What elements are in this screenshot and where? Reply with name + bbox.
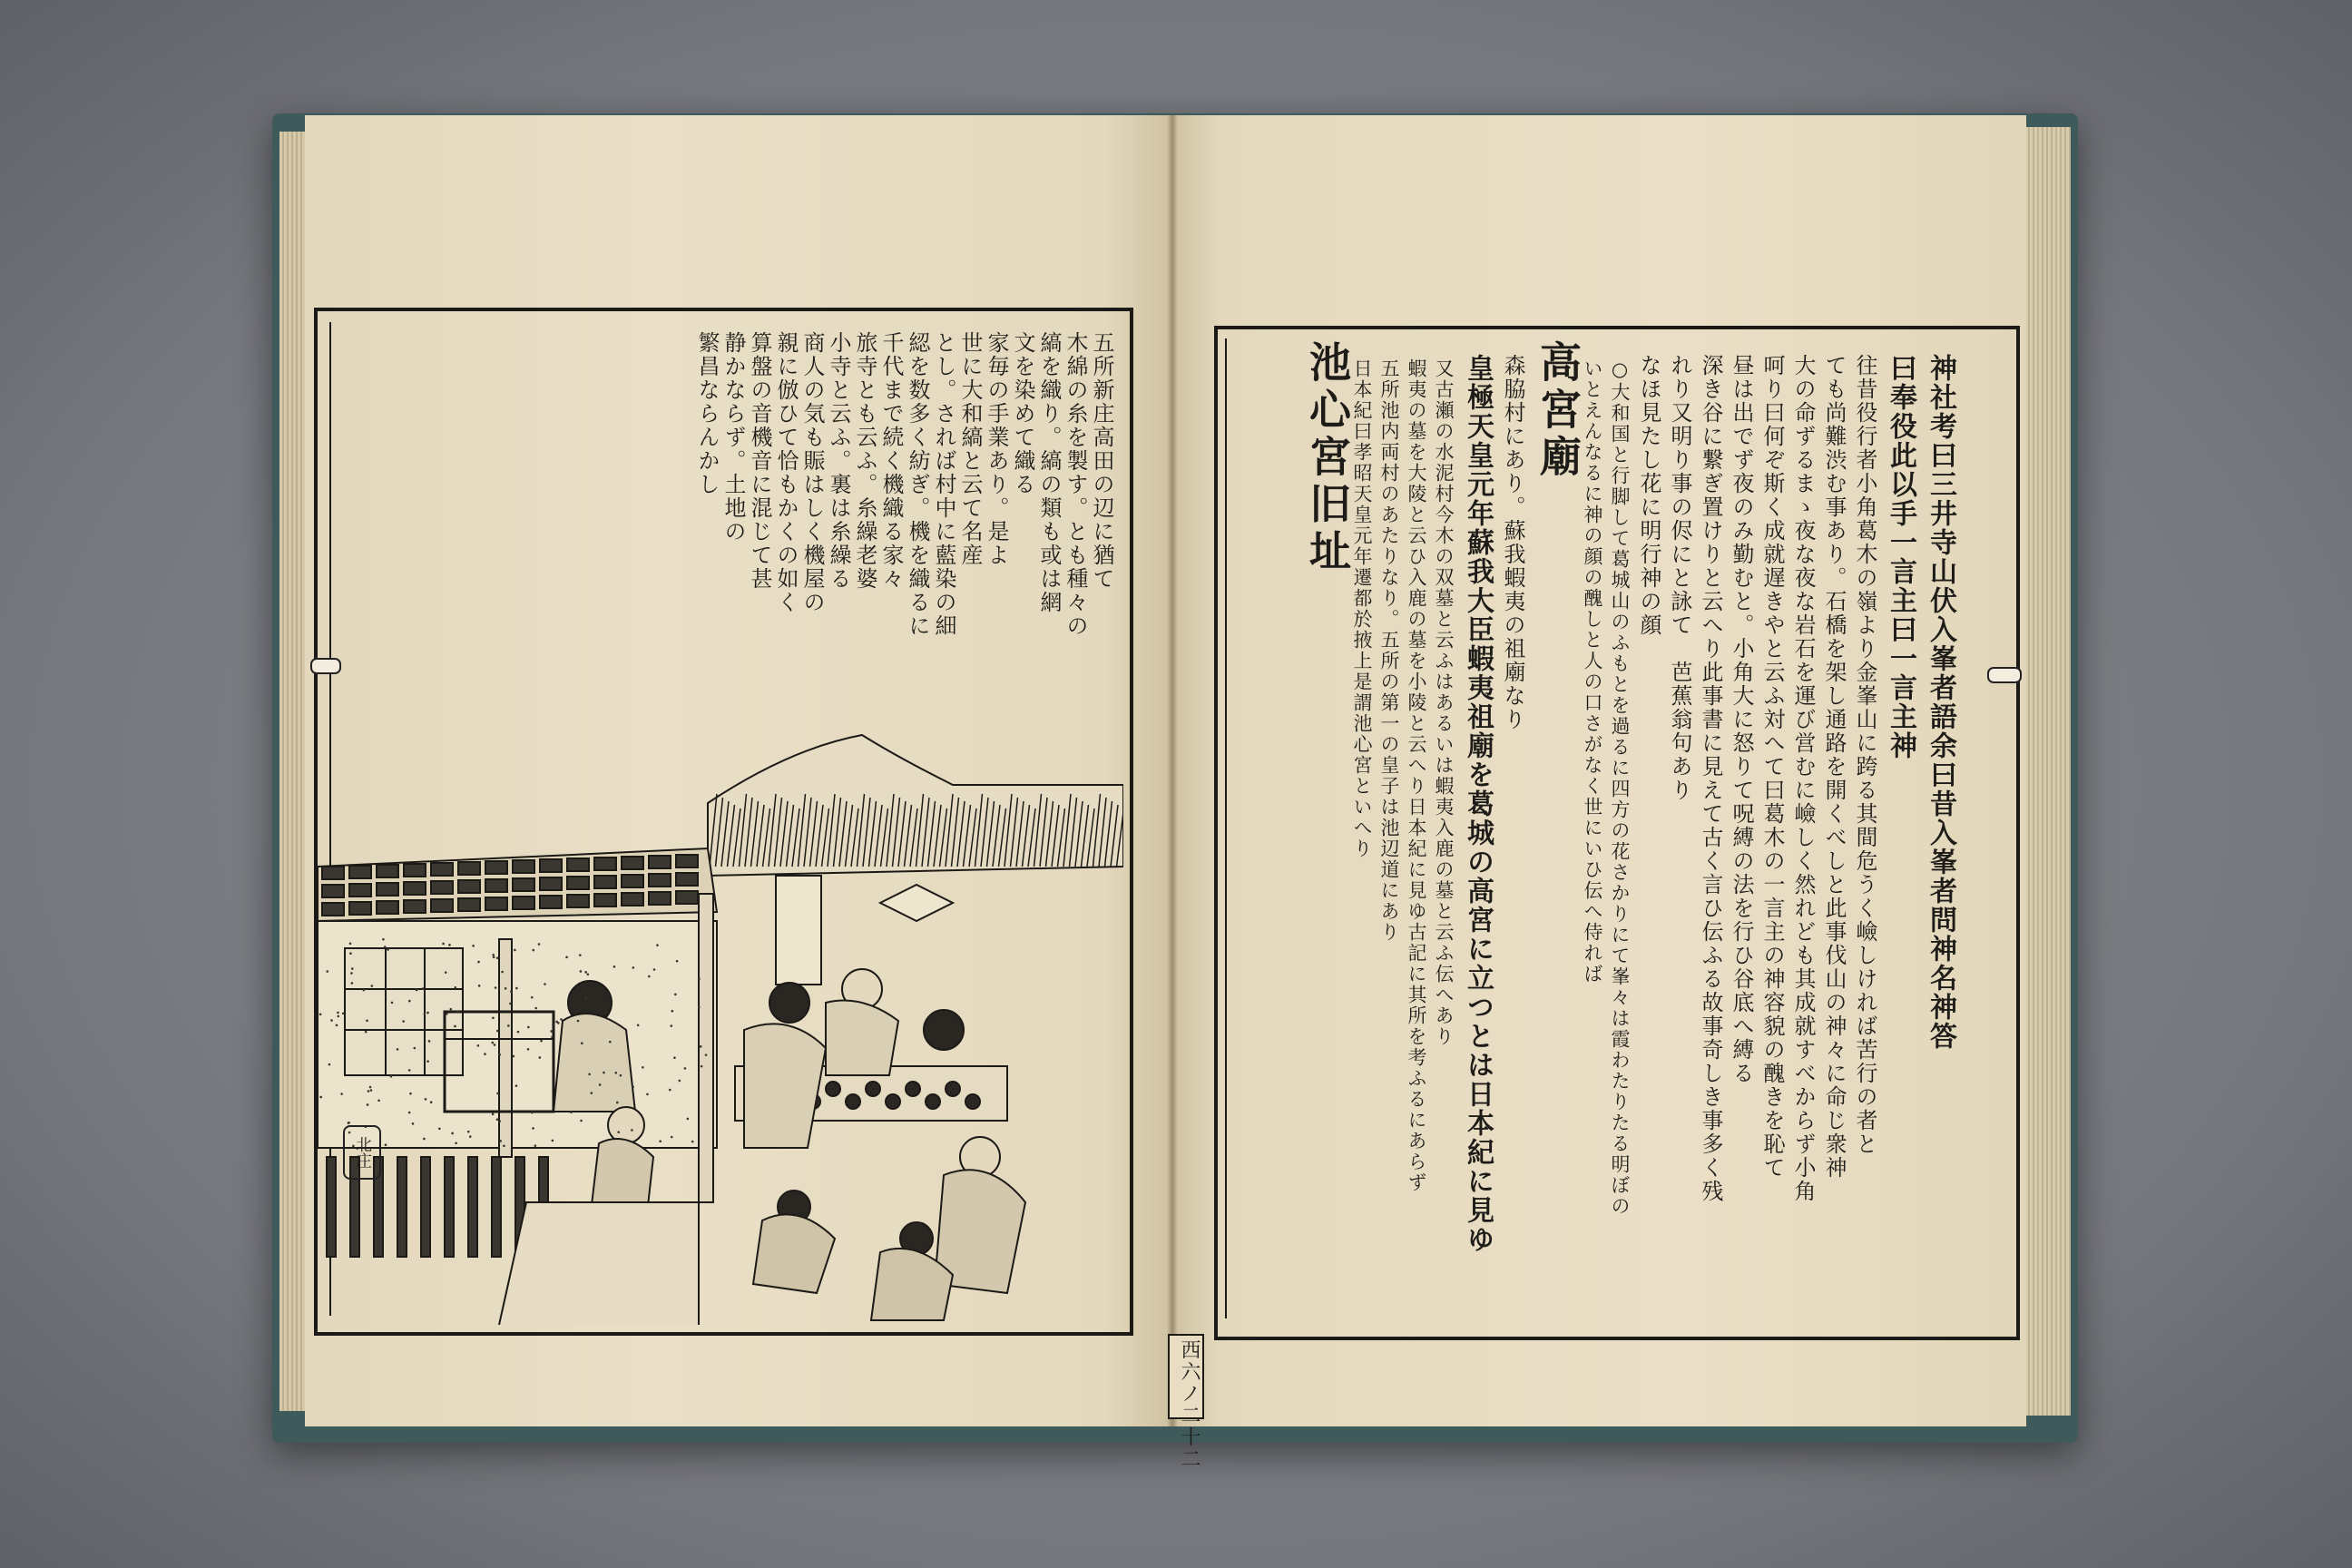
left-text-column: 文を染めて織る: [1010, 331, 1035, 496]
right-text-column: 森脇村にあり。蘇我蝦夷の祖廟なり: [1500, 354, 1525, 731]
left-text-column: とし。されば村中に藍染の細: [931, 331, 956, 638]
right-text-column: 深き谷に繋ぎ置けりと云へり此事書に見えて古く言ひ伝ふる故事奇しき事多く残: [1698, 354, 1723, 1203]
right-text-column: 往昔役行者小角葛木の嶺より金峯山に跨る其間危うく嶮しければ苦行の者と: [1852, 354, 1877, 1156]
left-text-column: 綛を数多く紡ぎ。機を織るに: [905, 331, 930, 638]
right-text-column: 昼は出でず夜のみ勤むと。小角大に怒りて呪縛の法を行ひ谷底へ縛る: [1729, 354, 1754, 1085]
left-text-column: 家毎の手業あり。是よ: [984, 331, 1009, 567]
section-heading: 高宮廟: [1534, 340, 1583, 482]
right-text-column: 皇極天皇元年蘇我大臣蝦夷祖廟を葛城の高宮に立つとは日本紀に見ゆ: [1462, 354, 1494, 1254]
left-text-column: 親に倣ひて恰もかくの如く: [773, 331, 799, 614]
left-page-edges: [279, 132, 307, 1411]
right-text-column: れり又明り事の侭にと詠て 芭蕉翁句あり: [1667, 354, 1692, 802]
open-book: [272, 104, 2078, 1470]
right-text-column: 五所池内両村のあたりなり。五所の第一の皇子は池辺道にあり: [1378, 358, 1400, 943]
right-text-column: 呵り曰何ぞ斯く成就遅きやと云ふ対へて曰葛木の一言主の神容貌の醜きを恥て: [1759, 354, 1785, 1180]
left-text-column: 算盤の音機音に混じて甚: [747, 331, 772, 591]
right-text-column: なほ見たし花に明行神の顔: [1636, 354, 1661, 637]
right-text-column: 神社考曰三井寺山伏入峯者語余曰昔入峯者問神名神答: [1925, 354, 1956, 1051]
right-text-column: 蝦夷の墓を大陵と云ひ入鹿の墓を小陵と云へり日本紀に見ゆ古記に其所を考ふるにあらず: [1406, 358, 1427, 1193]
left-text-column: 千代まで続く機織る家々: [878, 331, 904, 591]
binding-thread: [310, 658, 341, 674]
left-text-column: 静かならず。土地の: [720, 331, 746, 544]
right-page-edges: [2025, 127, 2071, 1416]
right-text-column: いとえんなるに神の顔の醜しと人の口さがなく世にいひ伝へ侍れば: [1582, 358, 1603, 985]
left-text-column: 縞を織り。縞の類も或は網: [1036, 331, 1062, 614]
artist-seal: 北庄: [343, 1125, 381, 1180]
left-text-column: 木綿の糸を製す。とも種々の: [1063, 331, 1088, 638]
page-number: 西六ノ二十二: [1178, 1339, 1200, 1470]
left-text-column: 商人の気も賑はしく機屋の: [799, 331, 825, 614]
left-text-column: 五所新庄高田の辺に猶て: [1089, 331, 1114, 591]
woodblock-illustration: [318, 730, 1123, 1325]
right-text-column: ○大和国と行脚して葛城山のふもとを過るに四方の花さかりにて峯々は霞わたりたる明ぼの: [1609, 358, 1631, 1217]
left-text-column: 小寺と云ふ。裏は糸繰る: [826, 331, 851, 591]
page-number-tab: [1168, 1334, 1204, 1470]
right-text-column: 大の命ずるまゝ夜な夜な岩石を運び営むに嶮しく然れども其成就すべからず小角: [1790, 354, 1816, 1203]
right-text-column: 又古瀬の水泥村今木の双墓と云ふはあるいは蝦夷入鹿の墓と云ふ伝へあり: [1433, 358, 1455, 1047]
right-text-column: 曰奉役此以手一言主曰一言主神: [1885, 354, 1916, 760]
book-gutter: [1167, 115, 1178, 1426]
left-text-column: 世に大和縞と云て名産: [957, 331, 983, 567]
right-page-text: [1216, 340, 2005, 1320]
left-page-text: [662, 331, 1114, 721]
right-text-column: ても尚難渋む事あり。石橋を架し通路を開くべしと此事伐山の神々に命じ衆神: [1821, 354, 1847, 1180]
left-text-column: 旅寺とも云ふ。糸繰老婆: [852, 331, 877, 591]
left-text-column: 繁昌ならんかし: [694, 331, 720, 496]
right-text-column: 日本紀曰孝昭天皇元年遷都於掖上是謂池心宮といへり: [1351, 358, 1373, 859]
section-heading: 池心宮旧址: [1303, 340, 1352, 576]
